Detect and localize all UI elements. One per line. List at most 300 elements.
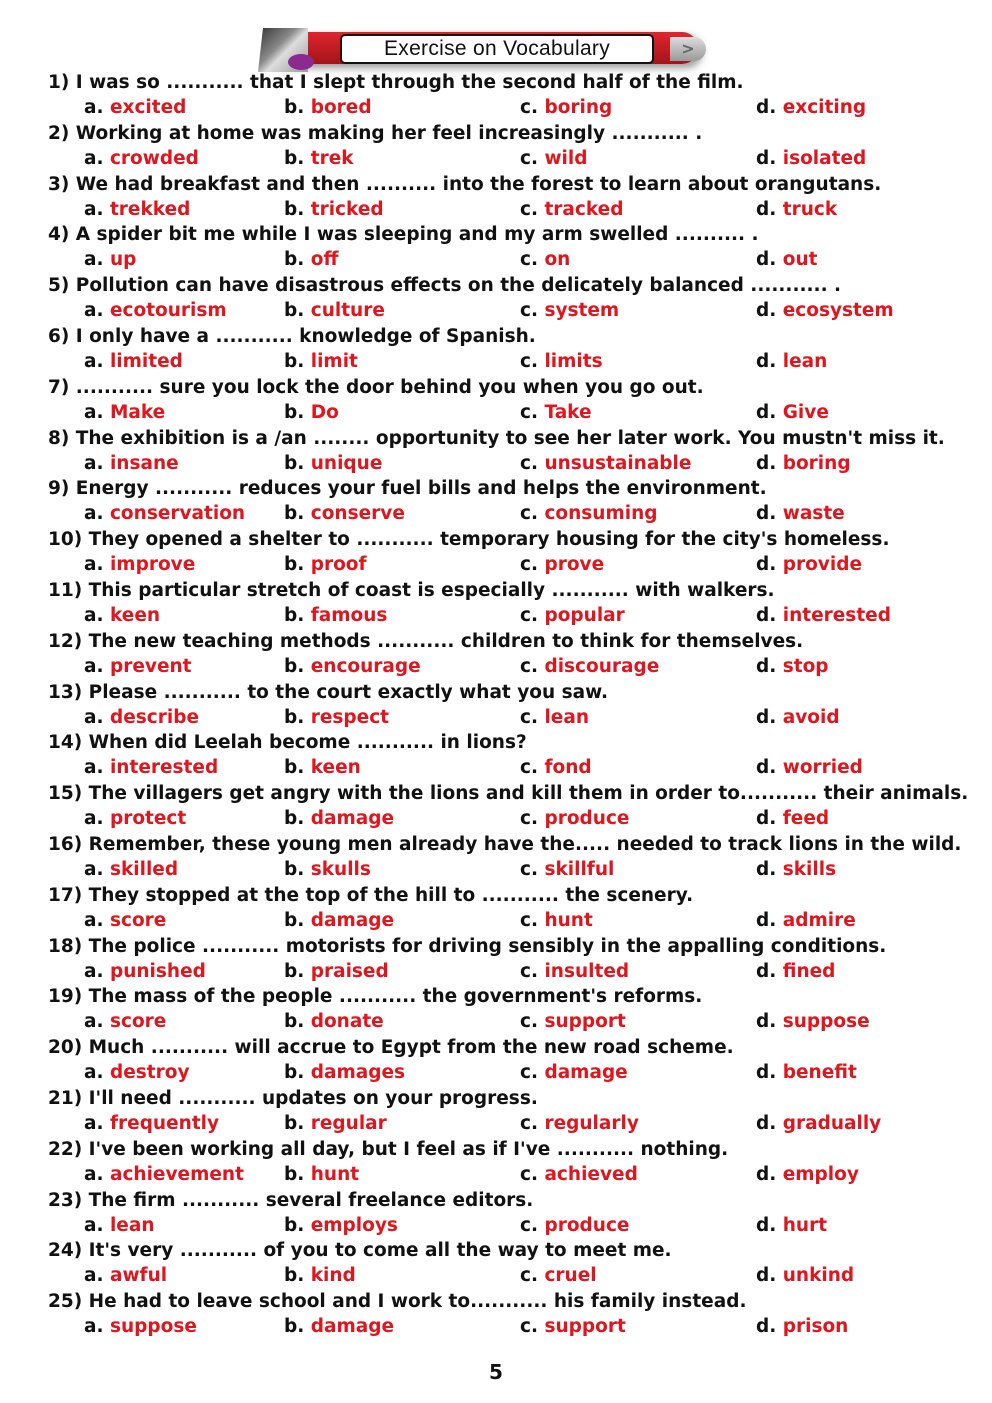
option-word: hunt: [544, 909, 593, 931]
option-letter: a.: [84, 1163, 104, 1185]
option-a[interactable]: [84, 197, 190, 222]
question-item: [48, 781, 969, 832]
question-item: [48, 324, 948, 375]
option-d[interactable]: [756, 1111, 881, 1136]
option-word: skillful: [544, 858, 615, 880]
question-stem: 25) He had to leave school and I work to........... his family instead.: [48, 1291, 747, 1313]
option-letter: a.: [84, 1214, 104, 1236]
option-letter: a.: [84, 757, 104, 779]
option-d[interactable]: [756, 603, 891, 628]
option-letter: c.: [520, 147, 538, 169]
question-item: [48, 832, 962, 883]
question-item: [48, 1035, 948, 1086]
option-word: popular: [544, 604, 625, 626]
question-stem: 24) It's very ........... of you to come all the way to meet me.: [48, 1240, 672, 1262]
option-letter: a.: [84, 655, 104, 677]
option-letter: a.: [84, 554, 104, 576]
option-c[interactable]: [520, 806, 629, 831]
option-word: support: [544, 1011, 626, 1033]
option-letter: a.: [84, 1062, 104, 1084]
option-b[interactable]: [284, 400, 339, 425]
option-d[interactable]: [756, 95, 866, 120]
option-d[interactable]: [756, 857, 836, 882]
option-a[interactable]: [84, 146, 199, 171]
options-row: [48, 247, 948, 272]
option-a[interactable]: [84, 1213, 155, 1238]
option-c[interactable]: [520, 959, 629, 984]
option-d[interactable]: [756, 400, 829, 425]
option-b[interactable]: [284, 654, 421, 679]
option-word: conservation: [109, 503, 246, 525]
option-letter: b.: [284, 655, 305, 677]
option-letter: a.: [84, 452, 104, 474]
question-stem: 9) Energy ........... reduces your fuel bills and helps the environment.: [48, 478, 767, 500]
options-row: [48, 1060, 948, 1085]
options-row: [48, 400, 948, 425]
option-d[interactable]: [756, 247, 817, 272]
option-c[interactable]: [520, 1060, 628, 1085]
option-a[interactable]: [84, 349, 183, 374]
option-d[interactable]: [756, 1213, 827, 1238]
option-word: keen: [109, 604, 161, 626]
option-word: Make: [109, 401, 166, 423]
option-letter: c.: [520, 300, 538, 322]
question-item: [48, 1238, 948, 1289]
option-word: produce: [544, 808, 630, 830]
options-row: [48, 298, 948, 323]
option-word: consuming: [544, 503, 658, 525]
option-c[interactable]: [520, 1111, 639, 1136]
options-row: [48, 1111, 948, 1136]
option-word: interested: [109, 757, 219, 779]
option-letter: c.: [520, 198, 538, 220]
option-word: exciting: [782, 97, 867, 118]
option-b[interactable]: [284, 1314, 394, 1339]
option-a[interactable]: [84, 1009, 166, 1034]
option-a[interactable]: [84, 806, 186, 831]
option-letter: d.: [756, 452, 777, 474]
option-letter: b.: [284, 554, 305, 576]
option-letter: d.: [756, 300, 777, 322]
option-word: achievement: [109, 1163, 244, 1185]
option-letter: a.: [84, 706, 104, 728]
option-word: punished: [109, 960, 206, 982]
option-b[interactable]: [284, 197, 384, 222]
option-word: score: [109, 909, 167, 931]
option-letter: b.: [284, 858, 305, 880]
option-letter: a.: [84, 350, 104, 372]
option-c[interactable]: [520, 908, 593, 933]
option-a[interactable]: [84, 857, 178, 882]
option-d[interactable]: [756, 349, 827, 374]
option-c[interactable]: [520, 755, 592, 780]
option-word: fined: [782, 960, 836, 982]
option-letter: c.: [520, 503, 538, 525]
option-c[interactable]: [520, 1263, 597, 1288]
option-d[interactable]: [756, 451, 851, 476]
option-letter: b.: [284, 1163, 305, 1185]
option-d[interactable]: [756, 755, 863, 780]
question-stem: 14) When did Leelah become ........... in lions?: [48, 732, 527, 754]
option-word: damage: [310, 808, 395, 830]
option-b[interactable]: [284, 755, 361, 780]
option-word: trekked: [109, 198, 191, 220]
option-letter: a.: [84, 1011, 104, 1033]
option-b[interactable]: [284, 603, 387, 628]
option-letter: b.: [284, 706, 305, 728]
options-row: [48, 1009, 948, 1034]
question-item: [48, 883, 948, 934]
option-d[interactable]: [756, 1162, 859, 1187]
option-word: stop: [782, 655, 829, 677]
option-b[interactable]: [284, 298, 385, 323]
question-item: [48, 375, 948, 426]
option-word: unique: [310, 452, 383, 474]
options-row: [48, 197, 948, 222]
option-letter: d.: [756, 401, 777, 423]
option-word: lean: [782, 350, 828, 372]
option-c[interactable]: [520, 95, 612, 120]
option-word: insulted: [544, 960, 630, 982]
option-letter: b.: [284, 604, 305, 626]
option-b[interactable]: [284, 705, 389, 730]
option-letter: b.: [284, 350, 305, 372]
option-letter: a.: [84, 1316, 104, 1338]
option-a[interactable]: [84, 95, 186, 120]
option-d[interactable]: [756, 806, 829, 831]
option-letter: d.: [756, 249, 777, 271]
option-c[interactable]: [520, 1314, 626, 1339]
option-c[interactable]: [520, 400, 592, 425]
question-item: [48, 527, 948, 578]
question-item: [48, 426, 948, 477]
option-b[interactable]: [284, 349, 358, 374]
title-banner: [258, 28, 728, 72]
option-word: achieved: [544, 1163, 638, 1185]
option-letter: a.: [84, 198, 104, 220]
option-letter: b.: [284, 249, 305, 271]
option-word: prison: [782, 1316, 849, 1338]
options-row: [48, 451, 948, 476]
option-a[interactable]: [84, 451, 179, 476]
options-row: [48, 146, 948, 171]
option-word: fond: [544, 757, 592, 779]
options-row: [48, 959, 948, 984]
option-word: Do: [310, 401, 339, 423]
option-letter: c.: [520, 1062, 538, 1084]
option-b[interactable]: [284, 1263, 356, 1288]
option-word: ecotourism: [109, 300, 227, 322]
option-letter: b.: [284, 909, 305, 931]
option-c[interactable]: [520, 349, 603, 374]
option-d[interactable]: [756, 1009, 870, 1034]
arrow-icon: >: [670, 37, 706, 61]
options-row: [48, 1314, 948, 1339]
option-a[interactable]: [84, 1314, 197, 1339]
option-word: protect: [109, 808, 187, 830]
options-row: [48, 806, 948, 831]
question-item: [48, 222, 948, 273]
option-letter: c.: [520, 808, 538, 830]
option-c[interactable]: [520, 197, 623, 222]
option-c[interactable]: [520, 654, 659, 679]
option-c[interactable]: [520, 298, 619, 323]
option-a[interactable]: [84, 1263, 167, 1288]
question-list: [48, 70, 969, 1340]
question-item: [48, 984, 948, 1035]
option-b[interactable]: [284, 95, 372, 120]
question-item: [48, 273, 948, 324]
options-row: [48, 755, 948, 780]
option-d[interactable]: [756, 552, 862, 577]
option-word: Take: [544, 401, 592, 423]
option-letter: c.: [520, 97, 538, 118]
option-letter: d.: [756, 97, 777, 118]
option-letter: a.: [84, 249, 104, 271]
option-b[interactable]: [284, 146, 354, 171]
option-c[interactable]: [520, 1213, 629, 1238]
option-a[interactable]: [84, 705, 199, 730]
question-item: [48, 934, 948, 985]
option-word: skilled: [109, 858, 179, 880]
option-word: culture: [310, 300, 385, 322]
option-letter: d.: [756, 960, 777, 982]
option-letter: d.: [756, 350, 777, 372]
question-stem: 22) I've been working all day, but I feel as if I've ........... nothing.: [48, 1138, 729, 1160]
option-b[interactable]: [284, 806, 394, 831]
option-word: boring: [544, 97, 613, 118]
question-stem: 1) I was so ........... that I slept through the second half of the film.: [48, 72, 744, 93]
option-d[interactable]: [756, 654, 829, 679]
question-item: [48, 1137, 948, 1188]
option-word: support: [544, 1316, 626, 1338]
option-a[interactable]: [84, 400, 165, 425]
option-word: hunt: [310, 1163, 360, 1185]
option-letter: c.: [520, 1214, 538, 1236]
option-b[interactable]: [284, 1111, 387, 1136]
option-letter: d.: [756, 147, 777, 169]
option-letter: a.: [84, 604, 104, 626]
option-word: skills: [782, 858, 837, 880]
option-word: excited: [109, 97, 187, 118]
option-letter: a.: [84, 300, 104, 322]
option-c[interactable]: [520, 247, 570, 272]
option-d[interactable]: [756, 146, 866, 171]
option-word: off: [310, 249, 339, 271]
option-a[interactable]: [84, 755, 218, 780]
option-word: benefit: [782, 1062, 857, 1084]
options-row: [48, 95, 948, 120]
option-word: discourage: [544, 655, 660, 677]
option-letter: c.: [520, 858, 538, 880]
question-stem: 10) They opened a shelter to ........... temporary housing for the city's homeless.: [48, 529, 890, 551]
question-stem: 11) This particular stretch of coast is especially ........... with walkers.: [48, 579, 775, 601]
option-c[interactable]: [520, 146, 587, 171]
option-b[interactable]: [284, 1009, 384, 1034]
option-word: truck: [782, 198, 838, 220]
question-item: [48, 1188, 948, 1239]
option-b[interactable]: [284, 857, 371, 882]
option-a[interactable]: [84, 959, 206, 984]
option-b[interactable]: [284, 501, 405, 526]
option-word: awful: [109, 1265, 168, 1287]
option-word: limited: [109, 350, 183, 372]
option-letter: b.: [284, 198, 305, 220]
option-word: worried: [782, 757, 863, 779]
option-word: damage: [544, 1062, 628, 1084]
option-d[interactable]: [756, 501, 845, 526]
option-c[interactable]: [520, 857, 614, 882]
question-item: [48, 121, 948, 172]
option-letter: d.: [756, 1265, 777, 1287]
option-word: lean: [109, 1214, 155, 1236]
option-a[interactable]: [84, 654, 192, 679]
option-a[interactable]: [84, 1060, 190, 1085]
option-letter: c.: [520, 249, 538, 271]
option-letter: a.: [84, 909, 104, 931]
question-stem: 16) Remember, these young men already have the..... needed to track lions in the wild.: [48, 833, 962, 855]
option-d[interactable]: [756, 908, 856, 933]
option-a[interactable]: [84, 298, 227, 323]
option-a[interactable]: [84, 552, 195, 577]
option-letter: c.: [520, 706, 538, 728]
options-row: [48, 552, 948, 577]
options-row: [48, 1213, 948, 1238]
option-word: feed: [782, 808, 830, 830]
question-stem: 20) Much ........... will accrue to Egypt from the new road scheme.: [48, 1037, 734, 1059]
option-word: avoid: [782, 706, 840, 728]
question-stem: 8) The exhibition is a /an ........ opportunity to see her later work. You mustn't miss it.: [48, 427, 945, 449]
option-letter: d.: [756, 198, 777, 220]
option-letter: d.: [756, 909, 777, 931]
option-word: limits: [544, 350, 603, 372]
option-word: prove: [544, 554, 605, 576]
option-a[interactable]: [84, 908, 166, 933]
option-b[interactable]: [284, 1060, 405, 1085]
option-d[interactable]: [756, 298, 894, 323]
option-word: damage: [310, 909, 395, 931]
option-b[interactable]: [284, 1162, 359, 1187]
option-word: damages: [310, 1062, 406, 1084]
option-word: up: [109, 249, 137, 271]
option-word: unkind: [782, 1265, 855, 1287]
option-d[interactable]: [756, 197, 837, 222]
option-word: trek: [310, 147, 354, 169]
option-word: hurt: [782, 1214, 828, 1236]
options-row: [48, 705, 948, 730]
option-c[interactable]: [520, 1162, 638, 1187]
option-letter: c.: [520, 960, 538, 982]
option-b[interactable]: [284, 959, 389, 984]
option-a[interactable]: [84, 603, 160, 628]
question-stem: 5) Pollution can have disastrous effects on the delicately balanced ........... .: [48, 275, 842, 297]
option-word: regularly: [544, 1112, 639, 1134]
option-letter: b.: [284, 1062, 305, 1084]
options-row: [48, 654, 948, 679]
option-b[interactable]: [284, 552, 367, 577]
option-d[interactable]: [756, 1314, 848, 1339]
option-d[interactable]: [756, 1263, 854, 1288]
option-letter: a.: [84, 858, 104, 880]
option-a[interactable]: [84, 501, 245, 526]
option-word: suppose: [109, 1316, 197, 1338]
question-stem: 3) We had breakfast and then .......... into the forest to learn about orangutans.: [48, 173, 882, 195]
question-item: [48, 578, 948, 629]
question-stem: 6) I only have a ........... knowledge of Spanish.: [48, 325, 536, 347]
option-letter: c.: [520, 909, 538, 931]
option-letter: b.: [284, 808, 305, 830]
option-letter: c.: [520, 1011, 538, 1033]
option-letter: c.: [520, 655, 538, 677]
option-word: bored: [310, 97, 372, 118]
option-a[interactable]: [84, 1111, 219, 1136]
option-word: prevent: [109, 655, 192, 677]
option-word: system: [544, 300, 620, 322]
option-a[interactable]: [84, 247, 136, 272]
option-letter: d.: [756, 604, 777, 626]
option-letter: d.: [756, 858, 777, 880]
option-c[interactable]: [520, 1009, 626, 1034]
options-row: [48, 603, 948, 628]
options-row: [48, 857, 948, 882]
option-word: damage: [310, 1316, 395, 1338]
option-d[interactable]: [756, 959, 835, 984]
option-letter: d.: [756, 554, 777, 576]
option-c[interactable]: [520, 552, 604, 577]
option-a[interactable]: [84, 1162, 244, 1187]
option-word: limit: [310, 350, 358, 372]
option-letter: b.: [284, 300, 305, 322]
question-item: [48, 629, 948, 680]
question-stem: 18) The police ........... motorists for driving sensibly in the appalling conditions.: [48, 935, 887, 957]
option-letter: b.: [284, 503, 305, 525]
option-c[interactable]: [520, 705, 589, 730]
option-letter: b.: [284, 960, 305, 982]
option-word: employ: [782, 1163, 859, 1185]
option-letter: c.: [520, 1112, 538, 1134]
option-c[interactable]: [520, 501, 658, 526]
option-letter: d.: [756, 655, 777, 677]
option-word: produce: [544, 1214, 630, 1236]
option-letter: b.: [284, 757, 305, 779]
option-word: keen: [310, 757, 361, 779]
option-letter: c.: [520, 452, 538, 474]
option-letter: c.: [520, 604, 538, 626]
option-b[interactable]: [284, 451, 382, 476]
option-letter: d.: [756, 1163, 777, 1185]
option-d[interactable]: [756, 705, 840, 730]
option-letter: c.: [520, 401, 538, 423]
question-item: [48, 172, 948, 223]
option-letter: b.: [284, 1112, 305, 1134]
question-item: [48, 1289, 948, 1340]
option-b[interactable]: [284, 908, 394, 933]
option-b[interactable]: [284, 247, 338, 272]
option-letter: c.: [520, 757, 538, 779]
option-word: employs: [310, 1214, 398, 1236]
question-stem: 17) They stopped at the top of the hill to ........... the scenery.: [48, 884, 694, 906]
option-letter: d.: [756, 1011, 777, 1033]
option-d[interactable]: [756, 1060, 857, 1085]
question-stem: 4) A spider bit me while I was sleeping and my arm swelled .......... .: [48, 224, 759, 246]
option-letter: b.: [284, 452, 305, 474]
option-letter: a.: [84, 960, 104, 982]
question-item: [48, 1086, 948, 1137]
option-word: respect: [310, 706, 390, 728]
option-c[interactable]: [520, 451, 691, 476]
option-b[interactable]: [284, 1213, 398, 1238]
option-c[interactable]: [520, 603, 625, 628]
